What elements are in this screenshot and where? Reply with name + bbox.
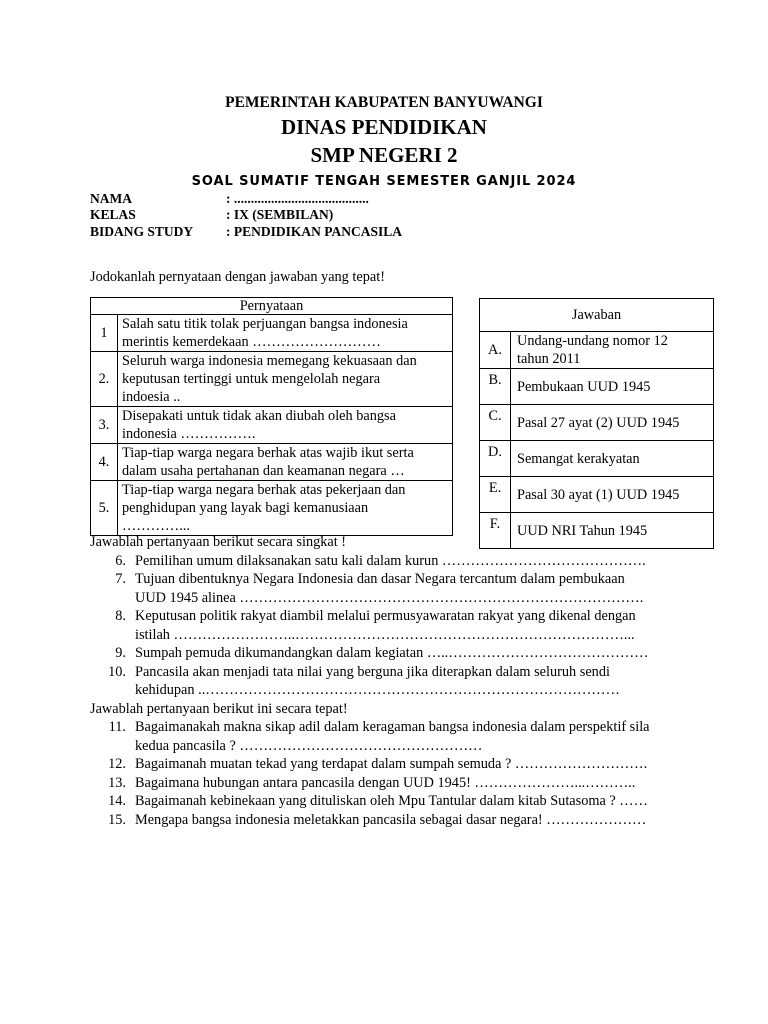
government-title: PEMERINTAH KABUPATEN BANYUWANGI [225, 94, 543, 111]
statement-text [118, 481, 453, 536]
question-number: 14. [108, 793, 126, 809]
question-line: Bagaimanah muatan tekad yang terdapat dalam sumpah semuda ? ………………………. [135, 756, 648, 772]
answers-header: Jawaban [480, 299, 714, 332]
statement-number: 4. [91, 444, 118, 481]
statement-line: merintis kemerdekaan ……………………… [122, 334, 381, 350]
table-header-row [480, 299, 714, 332]
statement-number: 5. [91, 481, 118, 536]
answer-letter: C. [480, 405, 511, 441]
statement-line: penghidupan yang layak bagi kemanusiaan [122, 500, 369, 516]
answer-text: UUD NRI Tahun 1945 [511, 513, 714, 549]
exam-title: SOAL SUMATIF TENGAH SEMESTER GANJIL 2024 [191, 174, 577, 189]
question-number: 13. [108, 774, 126, 791]
statements-header: Pernyataan [91, 298, 453, 315]
question-line: UUD 1945 alinea …………………………………………………………………………. [135, 589, 644, 606]
answer-letter: A. [480, 332, 511, 369]
statement-line: indonesia ……………. [122, 426, 256, 442]
question-item [90, 570, 735, 607]
answer-text: Semangat kerakyatan [511, 441, 714, 477]
question-item [90, 774, 735, 793]
table-row [91, 352, 453, 407]
answer-letter: B. [480, 369, 511, 405]
answer-text: Pasal 27 ayat (2) UUD 1945 [511, 405, 714, 441]
question-number: 8. [115, 608, 126, 624]
section-title: Jawablah pertanyaan berikut secara singkat ! [90, 534, 347, 550]
table-row [480, 405, 714, 441]
table-row [480, 369, 714, 405]
school-title: SMP NEGERI 2 [310, 143, 458, 167]
identity-label: KELAS [90, 207, 136, 222]
question-item [90, 811, 735, 830]
question-line: kehidupan ..…………………………………………………………………………… [135, 682, 620, 698]
identity-label: BIDANG STUDY [90, 224, 194, 239]
answer-letter: D. [480, 441, 511, 477]
statement-number: 3. [91, 407, 118, 444]
statement-line: keputusan tertinggi untuk mengelolah negara [122, 371, 381, 387]
table-row [480, 477, 714, 513]
question-line: Bagaimanah kebinekaan yang dituliskan oleh Mpu Tantular dalam kitab Sutasoma ? …… [135, 793, 648, 809]
identity-label: NAMA [90, 191, 132, 206]
question-line: Bagaimanakah makna sikap adil dalam keragaman bangsa indonesia dalam perspektif sila [135, 719, 650, 735]
question-line: Bagaimana hubungan antara pancasila dengan UUD 1945! …………………...……….. [135, 774, 636, 791]
statement-line: Seluruh warga indonesia memegang kekuasaan dan [122, 353, 417, 369]
question-item [90, 755, 735, 774]
identity-value: : PENDIDIKAN PANCASILA [226, 224, 403, 239]
question-number: 7. [115, 571, 126, 587]
statement-number: 1 [91, 315, 118, 352]
statement-text [118, 315, 453, 352]
question-item [90, 663, 735, 700]
statement-line: Tiap-tiap warga negara berhak atas pekerjaan dan [122, 482, 406, 498]
question-item [90, 792, 735, 811]
answer-letter: F. [480, 513, 511, 549]
question-item [90, 644, 735, 663]
table-row [91, 444, 453, 481]
question-item [90, 718, 735, 755]
question-number: 11. [108, 719, 126, 735]
statement-text [118, 407, 453, 444]
statements-table [90, 297, 453, 536]
table-row [91, 315, 453, 352]
section-title: Jawablah pertanyaan berikut ini secara tepat! [90, 700, 348, 717]
statement-line: dalam usaha pertahanan dan keamanan negara … [122, 463, 405, 479]
question-number: 12. [108, 756, 126, 772]
answer-text: Pembukaan UUD 1945 [511, 369, 714, 405]
table-row [91, 481, 453, 536]
answer-text: Pasal 30 ayat (1) UUD 1945 [511, 477, 714, 513]
question-item [90, 607, 735, 644]
question-line: Pancasila akan menjadi tata nilai yang berguna jika diterapkan dalam seluruh sendi [135, 663, 610, 680]
question-item [90, 552, 735, 571]
identity-value: : ........................................ [226, 191, 369, 206]
question-line: Tujuan dibentuknya Negara Indonesia dan dasar Negara tercantum dalam pembukaan [135, 571, 625, 587]
table-header-row [91, 298, 453, 315]
question-number: 9. [115, 645, 126, 661]
short-answer-section [90, 533, 735, 829]
question-number: 15. [108, 811, 126, 828]
statement-line: Disepakati untuk tidak akan diubah oleh bangsa [122, 408, 396, 424]
table-row [91, 407, 453, 444]
answer-line: Undang-undang nomor 12 [517, 333, 668, 349]
question-number: 6. [115, 552, 126, 569]
answer-line: tahun 2011 [517, 351, 581, 367]
question-line: Sumpah pemuda dikumandangkan dalam kegiatan …..…………………………………… [135, 645, 649, 661]
department-title: DINAS PENDIDIKAN [281, 115, 487, 139]
statement-line: Salah satu titik tolak perjuangan bangsa indonesia [122, 316, 408, 332]
statement-line: Tiap-tiap warga negara berhak atas wajib ikut serta [122, 445, 414, 461]
table-row [480, 332, 714, 369]
statement-text [118, 444, 453, 481]
question-line: Pemilihan umum dilaksanakan satu kali dalam kurun ……………………………………. [135, 552, 646, 569]
question-line: Mengapa bangsa indonesia meletakkan pancasila sebagai dasar negara! ………………… [135, 811, 647, 828]
table-row [480, 441, 714, 477]
question-line: kedua pancasila ? …………………………………………… [135, 737, 483, 754]
identity-value: : IX (SEMBILAN) [226, 207, 334, 222]
statement-number: 2. [91, 352, 118, 407]
question-line: Keputusan politik rakyat diambil melalui permusyawaratan rakyat yang dikenal dengan [135, 608, 636, 624]
statement-line: …………... [122, 518, 190, 534]
statement-text [118, 352, 453, 407]
question-line: istilah ……………………..……………………………………………………………... [135, 626, 635, 643]
answer-text [511, 332, 714, 369]
statement-line: indoesia .. [122, 389, 181, 405]
question-number: 10. [108, 663, 126, 680]
answer-letter: E. [480, 477, 511, 513]
answers-table [479, 298, 714, 549]
matching-instruction: Jodokanlah pernyataan dengan jawaban yang tepat! [90, 269, 385, 285]
